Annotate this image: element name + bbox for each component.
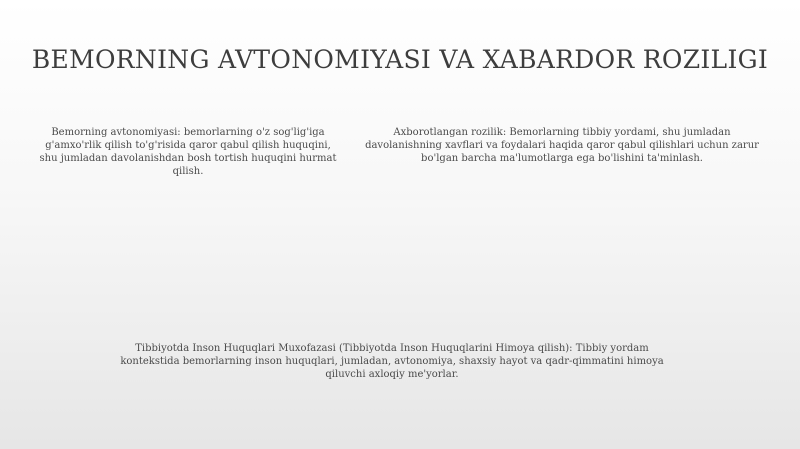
human-rights-text-block: Tibbiyotda Inson Huquqlari Muxofazasi (Tibbiyotda Inson Huquqlarini Himoya qilish): Tibbiy yordam kontekstida bemorlarning inson huquqlari, jumladan, avtonomiya, shaxsiy hayot va qadr-qimmatini himoya qiluvchi axloqiy me'yorlar.: [120, 343, 664, 380]
slide-title: BEMORNING AVTONOMIYASI VA XABARDOR ROZILIGI: [31, 44, 769, 74]
informed-consent-text-block: Axborotlangan rozilik: Bemorlarning tibbiy yordami, shu jumladan davolanishning xavflari va foydalari haqida qaror qabul qilishlari uchun zarur bo'lgan barcha ma'lumotlarga ega bo'lishini ta'minlash.: [365, 127, 759, 164]
autonomy-text-block: Bemorning avtonomiyasi: bemorlarning o'z sog'lig'iga g'amxo'rlik qilish to'g'risida qaror qabul qilish huquqini, shu jumladan davolanishdan bosh tortish huquqini hurmat qilish.: [39, 127, 337, 177]
